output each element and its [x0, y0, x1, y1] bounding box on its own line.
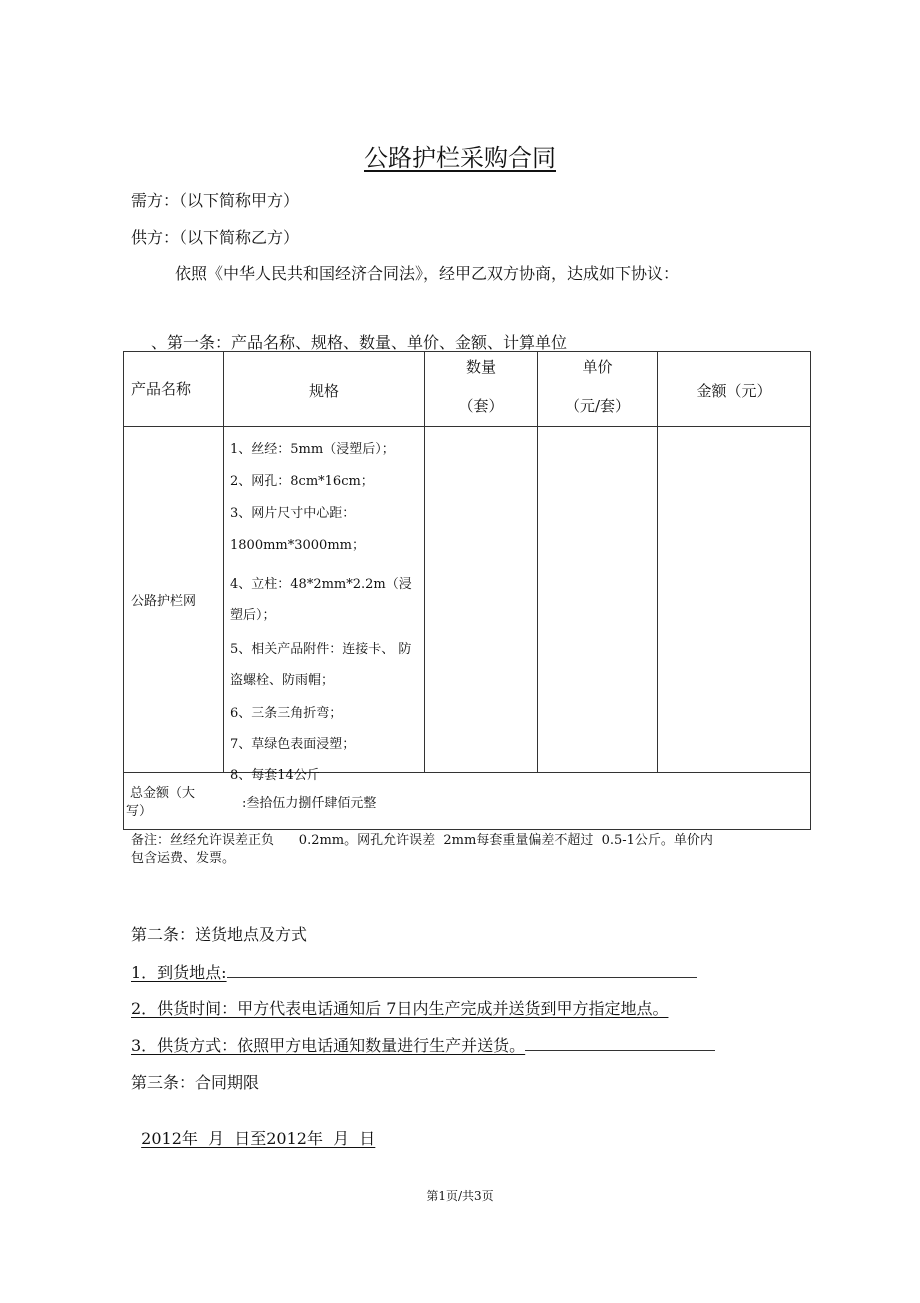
- contract-title: 公路护栏采购合同: [364, 144, 556, 172]
- contract-period: [131, 1107, 375, 1149]
- header-spec: 规格: [308, 382, 339, 400]
- delivery-time-text: 2．供货时间：甲方代表电话通知后 7日内生产完成并送货到甲方指定地点。: [131, 999, 669, 1018]
- header-product-name-cell: [124, 352, 224, 427]
- article2-heading: 第二条：送货地点及方式: [131, 925, 308, 944]
- contract-period-text: 2012年 月 日至2012年 月 日: [141, 1129, 376, 1148]
- spec-line: 5、相关产品附件：连接卡、 防: [230, 642, 412, 657]
- qty-cell: [425, 427, 538, 773]
- header-qty-top: 数量: [465, 358, 496, 376]
- note-line-1: 备注：丝经允许误差正负 0.2mm。网孔允许误差 2mm每套重量偏差不超过 0.5-1公斤。单价内: [131, 833, 713, 848]
- spec-cell: [224, 427, 425, 783]
- product-name-cell: [124, 427, 224, 773]
- total-cell: [124, 773, 811, 830]
- delivery-method-blank: [525, 1036, 715, 1051]
- table-row: [124, 427, 811, 773]
- spec-line: 塑后）；: [230, 608, 276, 623]
- delivery-location-blank: [227, 963, 697, 978]
- total-label-line2: 写）: [126, 804, 153, 819]
- total-amount-value: :叁拾伍力捌仟肆佰元整: [242, 796, 377, 811]
- header-amount: 金额（元）: [696, 382, 772, 400]
- note-line-2: 包含运费、发票。: [131, 851, 236, 866]
- article1-heading: 、第一条：产品名称、规格、数量、单价、金额、计算单位: [151, 333, 568, 352]
- delivery-location-label: 1．到货地点:: [131, 963, 227, 982]
- header-price-top: 单价: [582, 358, 613, 376]
- header-qty-cell: [425, 352, 538, 427]
- header-product-name: 产品名称: [131, 380, 192, 398]
- product-name: 公路护栏网: [131, 594, 197, 609]
- supplier-line: 供方：（以下简称乙方）: [131, 228, 300, 247]
- header-qty-bottom: （套）: [458, 397, 504, 415]
- spec-line: 2、网孔：8cm*16cm；: [230, 474, 374, 489]
- spec-line: 3、网片尺寸中心距：: [230, 506, 356, 521]
- price-cell: [538, 427, 658, 773]
- header-price-cell: [538, 352, 658, 427]
- header-amount-cell: [658, 352, 811, 427]
- table-header-row: [124, 352, 811, 427]
- delivery-method-line: [131, 1033, 715, 1056]
- delivery-method-text: 3．供货方式：依照甲方电话通知数量进行生产并送货。: [131, 1036, 526, 1055]
- header-spec-cell: [224, 352, 425, 427]
- spec-line: 7、草绿色表面浸塑；: [230, 737, 356, 752]
- spec-line: 1、丝经：5mm（浸塑后）；: [230, 442, 395, 457]
- spec-line: 盗螺栓、防雨帽；: [230, 673, 335, 688]
- total-label-line1: 总金额（大: [130, 786, 196, 801]
- amount-cell: [658, 427, 811, 773]
- spec-line: 6、三条三角折弯；: [230, 706, 343, 721]
- spec-list: [224, 427, 424, 783]
- spec-line: 4、立柱：48*2mm*2.2m（浸: [230, 577, 412, 592]
- delivery-time-line: [131, 996, 668, 1019]
- delivery-location-line: [131, 960, 697, 983]
- header-price-bottom: （元/套）: [564, 397, 631, 415]
- product-table: [123, 351, 811, 830]
- total-row: [124, 773, 811, 830]
- spec-line: 1800mm*3000mm；: [230, 538, 365, 553]
- article3-heading: 第三条：合同期限: [131, 1073, 260, 1092]
- intro-paragraph: 依照《中华人民共和国经济合同法》，经甲乙双方协商，达成如下协议：: [175, 264, 680, 283]
- buyer-line: 需方：（以下简称甲方）: [131, 191, 300, 210]
- page-number: 第1页/共3页: [426, 1189, 494, 1203]
- spec-line: 8、每套14公斤: [230, 768, 320, 783]
